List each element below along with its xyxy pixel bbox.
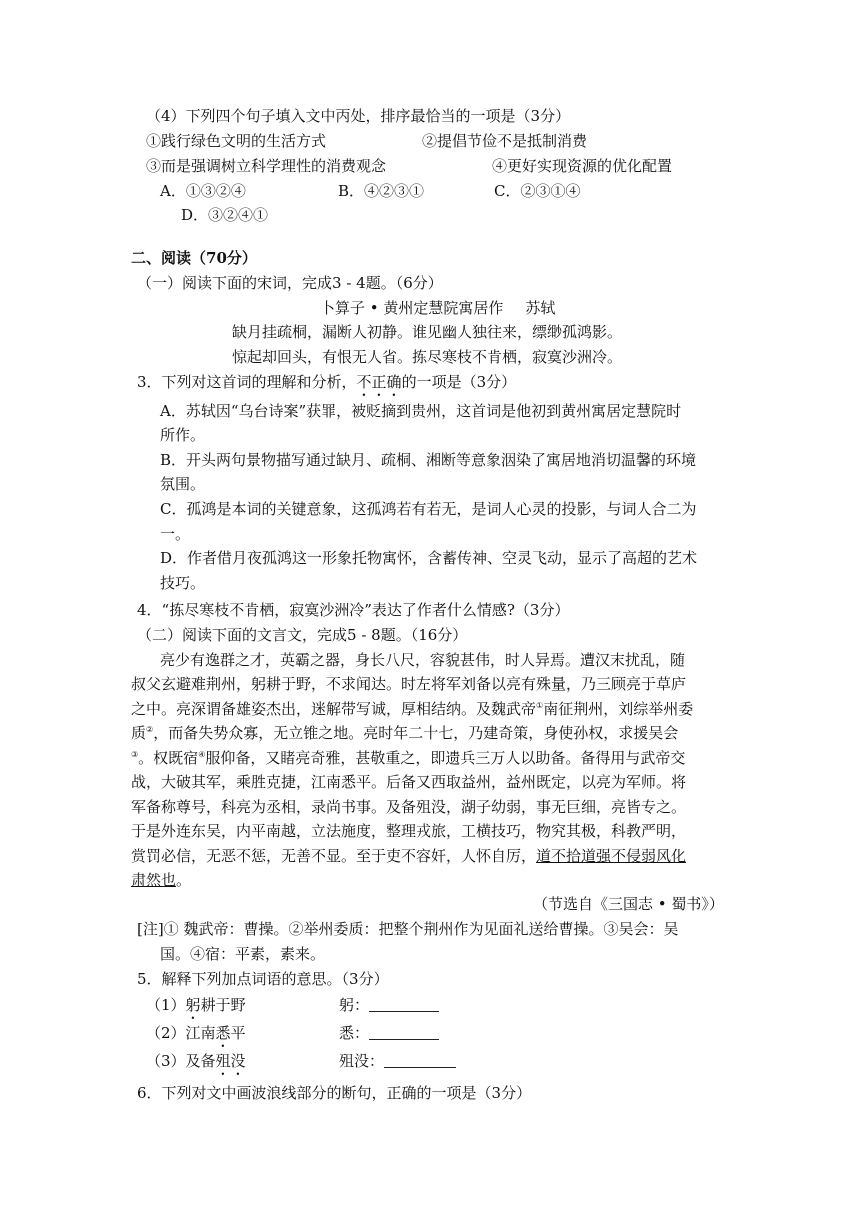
q3-option-b-line2: 氛围。: [160, 475, 206, 493]
q5-item-2-emph: 悉: [215, 1024, 231, 1042]
q5-item-3-pre: （3）及备: [146, 1052, 216, 1070]
q4-sentence-4: ④更好实现资源的优化配置: [492, 157, 673, 175]
prose-line-10: [131, 870, 191, 890]
section-heading: 二、阅读（70分）: [131, 249, 257, 267]
prose-line-5b: 服仰备，又睹亮奇雅，甚敬重之，即遗兵三万人以助备。备得用与武帝交: [205, 749, 686, 767]
wavy-underlined-passage: 道不拾道强不侵弱风化: [536, 847, 687, 865]
q5-answer-1-label: 躬：: [339, 996, 370, 1014]
poem-line-2: 惊起却回头，有恨无人省。拣尽寒枝不肯栖，寂寞沙洲冷。: [232, 348, 623, 366]
part2-intro: （二）阅读下面的文言文，完成5 - 8题。（16分）: [137, 626, 468, 644]
prose-line-1: 亮少有逸群之才，英霸之器，身长八尺，容貌甚伟，时人异焉。遭汉末扰乱，随: [160, 651, 686, 669]
prose-line-5: [131, 748, 685, 768]
prose-line-5a: 。权既宿: [138, 749, 199, 767]
q3-option-b-line1: B．开头两句景物描写通过缺月、疏桐、湘断等意象洇染了寓居地消切温馨的环境: [160, 451, 697, 469]
q5-item-1-emph: 躬: [185, 996, 201, 1014]
prose-line-3b: 南征荆州，刘综举州委: [543, 700, 694, 718]
q3-option-a-line2: 所作。: [160, 426, 206, 444]
q5-item-2-pre: （2）江南: [146, 1024, 216, 1042]
q3-option-a-line1: A．苏轼因“乌台诗案”获罪，被贬摘到贵州，这首词是他初到黄州寓居定慧院时: [160, 402, 682, 420]
prose-line-4: [131, 723, 678, 743]
prose-line-4a: 质: [131, 724, 147, 742]
q4-stem: （4）下列四个句子填入文中丙处，排序最恰当的一项是（3分）: [146, 107, 571, 125]
footnote-mark-3: ③: [131, 750, 139, 759]
q4-sentence-1: ①践行绿色文明的生活方式: [146, 132, 327, 150]
footnote-mark-4: ④: [198, 750, 206, 759]
prose-line-7: 军备称尊号，科亮为丞相，录尚书事。及备殂没，湖子幼弱，事无巨细，亮皆专之。: [131, 798, 687, 816]
q6-stem: 6．下列对文中画波浪线部分的断句，正确的一项是（3分）: [137, 1084, 532, 1102]
poem-author: 苏轼: [525, 299, 556, 317]
q4-option-a: A．①③②④: [160, 182, 246, 200]
q5-stem: 5．解释下列加点词语的意思。（3分）: [137, 970, 389, 988]
answer-blank-2[interactable]: [369, 1025, 439, 1040]
q5-item-2: [146, 1023, 246, 1051]
q4-poem-stem: 4．“拣尽寒枝不肯栖，寂寞沙洲冷”表达了作者什么情感?（3分）: [137, 601, 570, 619]
q5-item-3-emph: 殂没: [215, 1052, 246, 1070]
q4-sentence-2: ②提倡节俭不是抵制消费: [422, 132, 588, 150]
poem-line-1: 缺月挂疏桐，漏断人初静。谁见幽人独往来，缥缈孤鸿影。: [232, 323, 623, 341]
footnote-mark-2: ②: [146, 725, 154, 734]
answer-blank-1[interactable]: [369, 997, 439, 1012]
q5-answer-1: [339, 995, 439, 1015]
q5-item-3: [146, 1051, 246, 1079]
q3-option-c-line2: 一。: [160, 525, 191, 543]
q4-option-c: C．②③①④: [494, 182, 581, 200]
notes-line-1: [注]① 魏武帝：曹操。②举州委质：把整个荆州作为见面礼送给曹操。③吴会：吴: [137, 920, 679, 938]
prose-line-3: [131, 699, 693, 719]
prose-line-4b: ，而备失势众寡，无立锥之地。亮时年二十七，乃建奇策，身使孙权，求援吴会: [153, 724, 679, 742]
answer-blank-3[interactable]: [384, 1053, 456, 1068]
prose-line-10-end: 。: [176, 871, 192, 889]
prose-line-2: 叔父玄避难荆州，躬耕于野，不求闻达。时左将军刘备以亮有殊量，乃三顾亮于草庐: [131, 675, 687, 693]
q3-option-d-line2: 技巧。: [160, 574, 206, 592]
q5-answer-3-label: 殂没：: [339, 1052, 385, 1070]
q4-option-d: D．③②④①: [181, 206, 269, 224]
q3-stem-b: 的一项是（3分）: [401, 373, 517, 391]
footnote-mark-1: ①: [536, 701, 544, 710]
q5-answer-2: [339, 1023, 439, 1043]
prose-line-9a: 赏罚必信，无恶不惩，无善不显。至于吏不容奸，人怀自厉，: [131, 847, 537, 865]
q5-item-1-rest: 耕于野: [200, 996, 246, 1014]
q3-option-d-line1: D．作者借月夜孤鸿这一形象托物寓怀，含蓄传神、空灵飞动，显示了高超的艺术: [160, 549, 698, 567]
prose-line-9: [131, 846, 686, 866]
q5-answer-2-label: 悉：: [339, 1024, 370, 1042]
q5-item-2-rest: 平: [230, 1024, 246, 1042]
q4-sentence-3: ③而是强调树立科学理性的消费观念: [146, 157, 387, 175]
source-citation: （节选自《三国志 • 蜀书》）: [533, 895, 724, 913]
prose-line-8: 于是外连东吴，内平南越，立法施度，整理戎旅，工横技巧，物究其极，科教严明，: [131, 822, 687, 840]
notes-line-2: 国。④宿：平素，素来。: [160, 945, 326, 963]
prose-line-3a: 之中。亮深谓备雄姿杰出，迷解带写诚，厚相结纳。及魏武帝: [131, 700, 537, 718]
q4-option-b: B．④②③①: [338, 182, 425, 200]
q5-item-1: [146, 995, 246, 1023]
q3-stem-emphasis: 不正确: [356, 373, 402, 391]
q5-item-1-num: （1）: [146, 996, 186, 1014]
q3-stem-a: 3．下列对这首词的理解和分析，: [137, 373, 357, 391]
poem-title-text: 卜算子 • 黄州定慧院寓居作: [320, 299, 504, 317]
prose-line-6: 战，大破其军，乘胜克捷，江南悉平。后备又西取益州，益州既定，以亮为军师。将: [131, 773, 687, 791]
poem-title: [320, 298, 555, 318]
q3-stem: [137, 372, 516, 400]
q3-option-c-line1: C．孤鸿是本词的关键意象，这孤鸿若有若无，是词人心灵的投影，与词人合二为: [160, 500, 697, 518]
part1-intro: （一）阅读下面的宋词，完成3 - 4题。（6分）: [137, 274, 443, 292]
q5-answer-3: [339, 1051, 456, 1071]
wavy-underlined-passage-end: 肃然也: [131, 871, 177, 889]
